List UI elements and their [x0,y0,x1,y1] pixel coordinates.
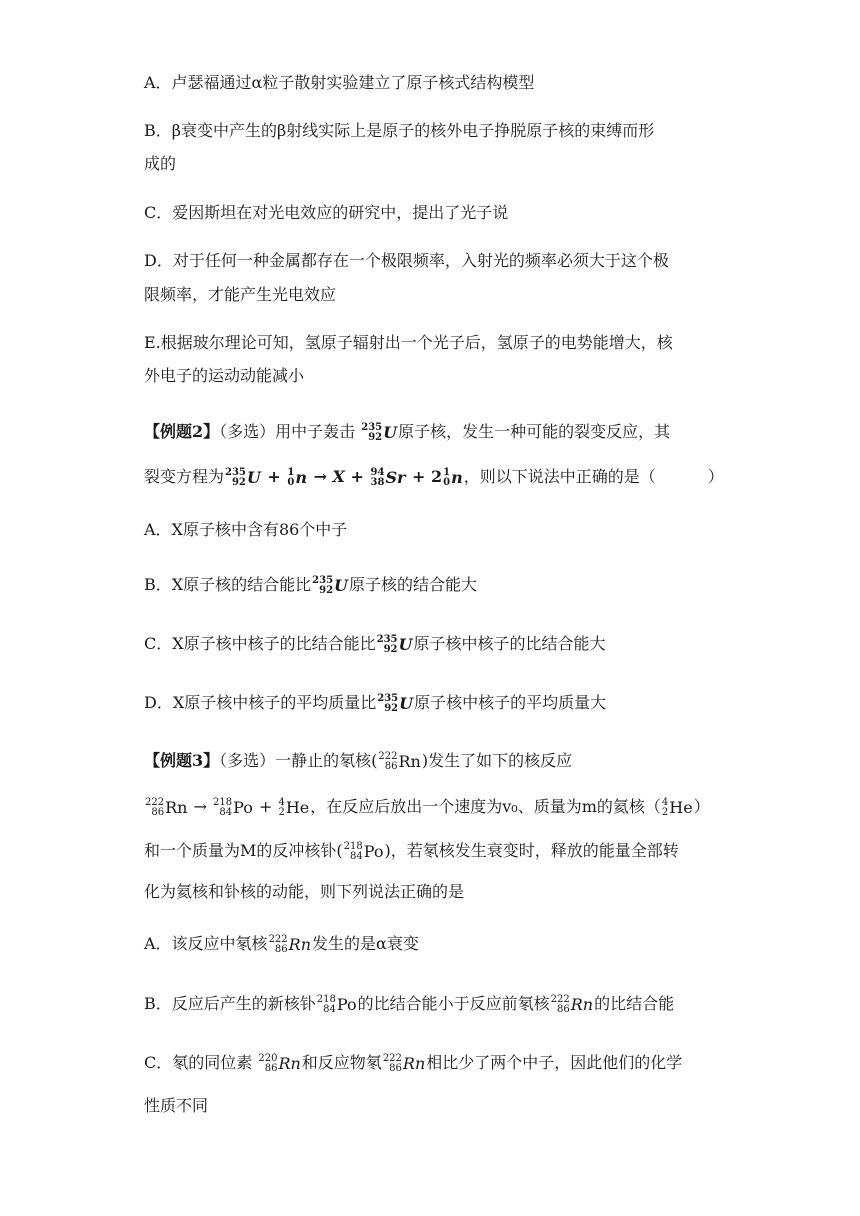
option-e-text-line2: 外电子的运动动能减小 [144,366,305,385]
nuclide-neutron: 1 0 n [443,466,463,488]
example2-option-a: A．X原子核中含有86个中子 [144,520,348,539]
nuclide-po218: 218 84 Po [316,993,357,1015]
nuclide-rn222: 222 86 Rn [145,796,188,818]
example2-intro-rest: 原子核，发生一种可能的裂变反应，其 [398,422,671,441]
nuclide-neutron: 1 0 n [287,466,307,488]
example3-line1: 【例题3】（多选）一静止的氡核( 222 86 Rn )发生了如下的核反应 [144,750,573,772]
nuclide-u235: 235 92 U [377,692,414,714]
nuclide-sr94: 94 38 Sr [370,466,406,488]
example3-line4: 化为氦核和钋核的动能，则下列说法正确的是 [144,882,465,901]
example3-line2: 222 86 Rn → 218 84 Po + 4 2 He ，在反应后放出一个速度为v₀、质量为m的氦核（ 4 2 He ） [145,796,710,818]
example2-tag: 【例题2】 [144,422,220,441]
example3-line3: 和一个质量为M的反冲核钋( 218 84 Po )，若氡核发生衰变时，释放的能量全部转 [144,840,679,862]
option-a-text: A．卢瑟福通过α粒子散射实验建立了原子核式结构模型 [144,73,535,92]
example3-option-c-line2: 性质不同 [144,1096,209,1115]
option-d-text-line2: 限频率，才能产生光电效应 [144,285,337,304]
example3-option-b: B．反应后产生的新核钋 218 84 Po 的比结合能小于反应前氡核 222 86 Rn 的比结合能 [144,993,675,1015]
option-b-text-line2: 成的 [144,154,177,173]
nuclide-u235: 235 92 U [312,574,348,596]
example2-option-d: D．X原子核中核子的平均质量比 235 92 U 原子核中核子的平均质量大 [144,692,607,714]
nuclide-rn222: 222 86 Rn [378,750,421,772]
example3-tag: 【例题3】 [144,751,220,770]
nuclide-po218: 218 84 Po [343,840,384,862]
example3-option-c-line1: C．氡的同位素 220 86 Rn 和反应物氡 222 86 Rn 相比少了两个中子，因此他们的化学 [144,1052,683,1074]
example2-line2: 裂变方程为 235 92 U + 1 0 n → X + 94 38 Sr + 2 1 0 n ，则以下说法中正确的是（ ） [144,466,724,488]
example2-intro: （多选）用中子轰击 [219,422,361,441]
option-d-text-line1: D．对于任何一种金属都存在一个极限频率，入射光的频率必须大于这个极 [144,251,669,270]
nuclide-rn222: 222 86 Rn [268,933,312,955]
option-e-text-line1: E.根据玻尔理论可知，氢原子辐射出一个光子后，氢原子的电势能增大，核 [144,333,673,352]
nuclide-rn220: 220 86 Rn [258,1052,301,1074]
example2-line1 [144,422,670,443]
nuclide-u235: 235 92 U [376,633,413,655]
option-c-text: C．爱因斯坦在对光电效应的研究中，提出了光子说 [144,203,509,222]
example2-option-c: C．X原子核中核子的比结合能比 235 92 U 原子核中核子的比结合能大 [144,633,606,655]
nuclide-u235: 235 92 U [225,466,261,488]
example3-option-a: A．该反应中氡核 222 86 Rn 发生的是α衰变 [144,933,419,955]
nuclide-rn222: 222 86 Rn [382,1052,426,1074]
nuclide-he4: 4 2 He [661,796,693,818]
example2-option-b: B．X原子核的结合能比 235 92 U 原子核的结合能大 [144,574,477,596]
option-b-text-line1: B．β衰变中产生的β射线实际上是原子的核外电子挣脱原子核的束缚而形 [144,121,655,140]
nuclide-po218: 218 84 Po [213,796,253,818]
nuclide-u235: 235 92 U [361,421,398,443]
nuclide-he4: 4 2 He [278,796,310,818]
nuclide-rn222: 222 86 Rn [550,993,594,1015]
